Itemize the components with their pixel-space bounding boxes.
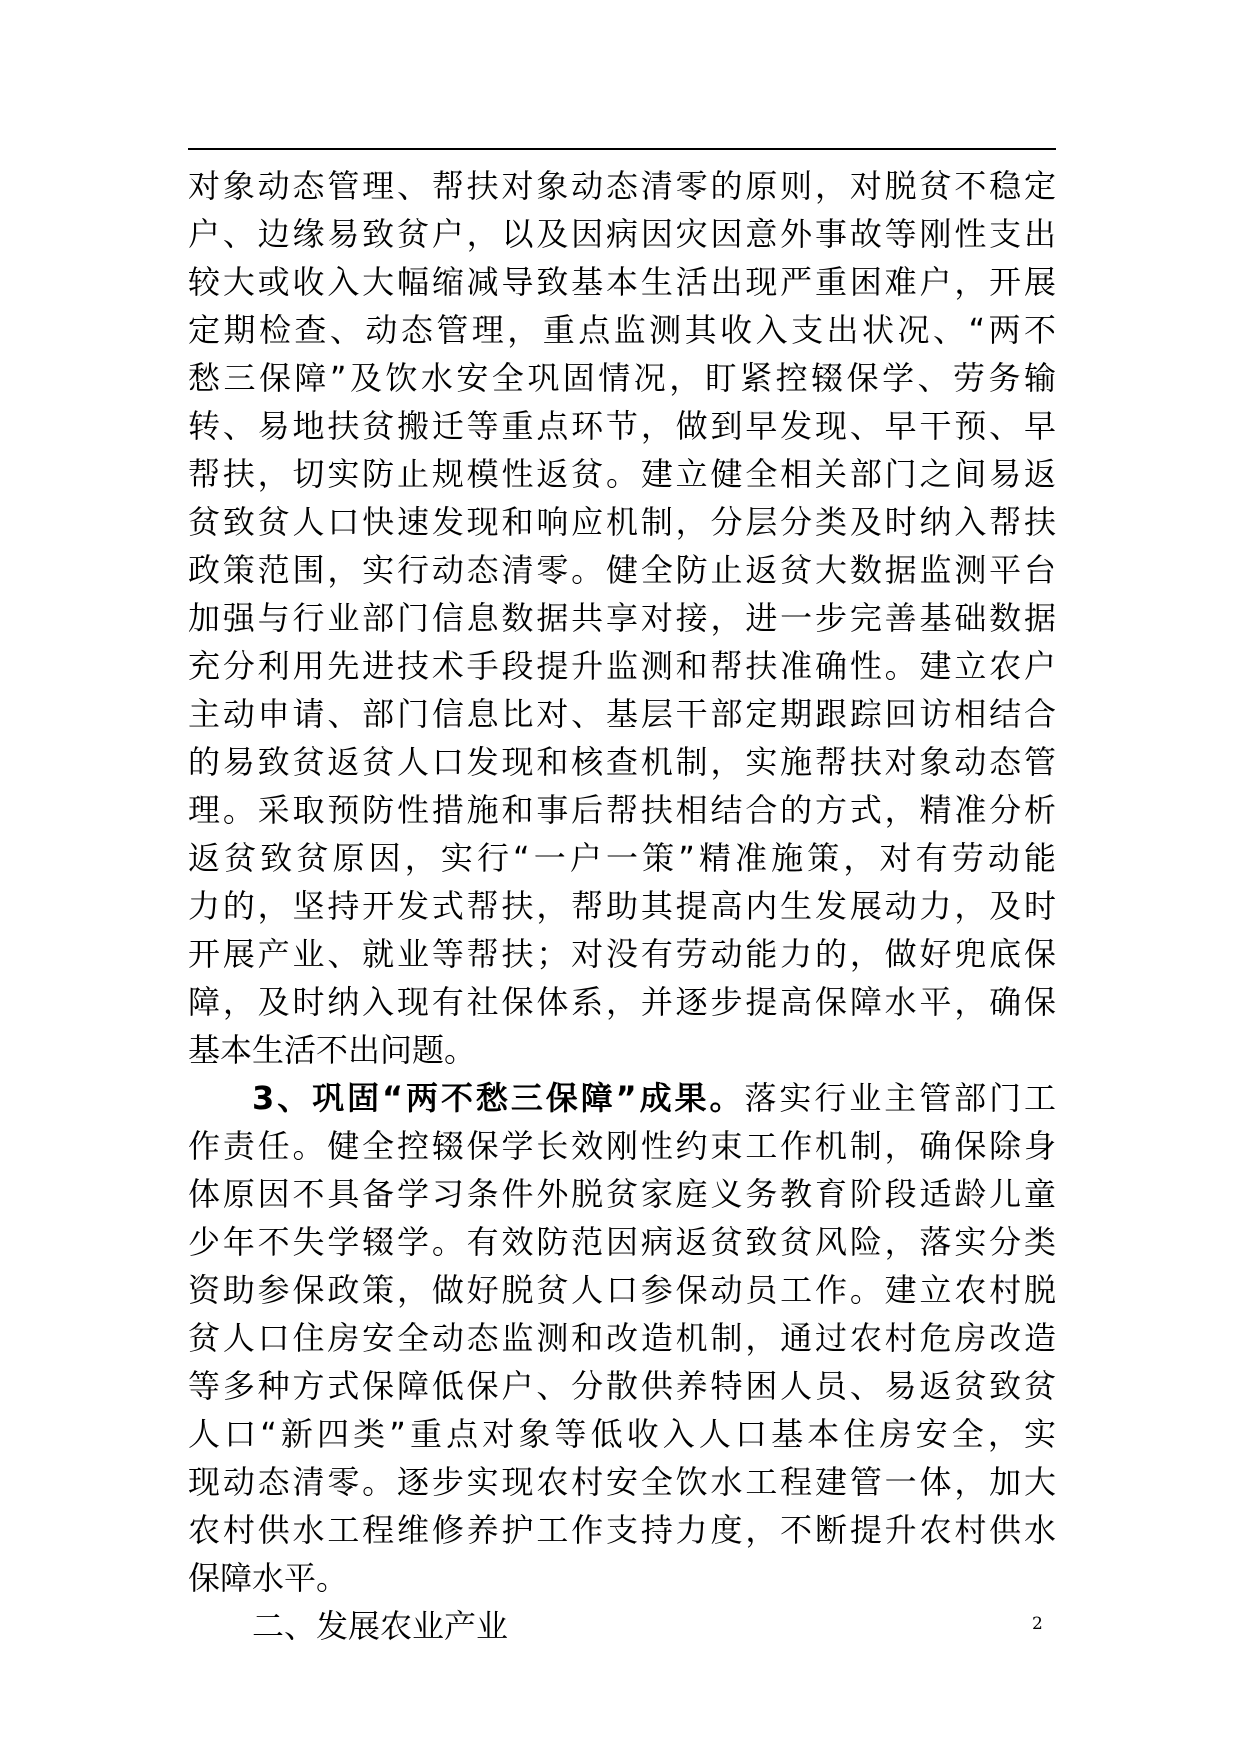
- paragraph-line: 现动态清零。逐步实现农村安全饮水工程建管一体，加大: [188, 1463, 1056, 1501]
- paragraph-line: 开展产业、就业等帮扶；对没有劳动能力的，做好兜底保: [188, 935, 1056, 973]
- paragraph-line: 体原因不具备学习条件外脱贫家庭义务教育阶段适龄儿童: [188, 1175, 1056, 1213]
- paragraph-line-rest: 落实行业主管部门工: [744, 1079, 1056, 1117]
- paragraph-first-line: [188, 1074, 1056, 1122]
- paragraph-line: 定期检查、动态管理，重点监测其收入支出状况、“两不: [188, 311, 1056, 349]
- paragraph-line: 作责任。健全控辍保学长效刚性约束工作机制，确保除身: [188, 1127, 1056, 1165]
- paragraph-line: 对象动态管理、帮扶对象动态清零的原则，对脱贫不稳定: [188, 167, 1056, 205]
- paragraph-line: 政策范围，实行动态清零。健全防止返贫大数据监测平台: [188, 551, 1056, 589]
- header-rule: [188, 148, 1056, 150]
- paragraph-line: 人口“新四类”重点对象等低收入人口基本住房安全，实: [188, 1415, 1056, 1453]
- paragraph-line: 充分利用先进技术手段提升监测和帮扶准确性。建立农户: [188, 647, 1056, 685]
- page-number: 2: [1032, 1614, 1043, 1634]
- section-heading: 二、发展农业产业: [252, 1607, 509, 1645]
- paragraph-line: 转、易地扶贫搬迁等重点环节，做到早发现、早干预、早: [188, 407, 1056, 445]
- paragraph-line: 加强与行业部门信息数据共享对接，进一步完善基础数据: [188, 599, 1056, 637]
- paragraph-line: 返贫致贫原因，实行“一户一策”精准施策，对有劳动能: [188, 839, 1056, 877]
- paragraph-line: 帮扶，切实防止规模性返贫。建立健全相关部门之间易返: [188, 455, 1056, 493]
- paragraph-line: 等多种方式保障低保户、分散供养特困人员、易返贫致贫: [188, 1367, 1056, 1405]
- paragraph-line: 保障水平。: [188, 1559, 349, 1597]
- paragraph-line: 的易致贫返贫人口发现和核查机制，实施帮扶对象动态管: [188, 743, 1056, 781]
- paragraph-line: 贫人口住房安全动态监测和改造机制，通过农村危房改造: [188, 1319, 1056, 1357]
- paragraph-line: 愁三保障”及饮水安全巩固情况，盯紧控辍保学、劳务输: [188, 359, 1056, 397]
- paragraph-line: 贫致贫人口快速发现和响应机制，分层分类及时纳入帮扶: [188, 503, 1056, 541]
- paragraph-line: 户、边缘易致贫户，以及因病因灾因意外事故等刚性支出: [188, 215, 1056, 253]
- paragraph-line: 障，及时纳入现有社保体系，并逐步提高保障水平，确保: [188, 983, 1056, 1021]
- paragraph-line: 力的，坚持开发式帮扶，帮助其提高内生发展动力，及时: [188, 887, 1056, 925]
- document-body: [188, 162, 1056, 1650]
- paragraph-line: 较大或收入大幅缩减导致基本生活出现严重困难户，开展: [188, 263, 1056, 301]
- paragraph-line: 资助参保政策，做好脱贫人口参保动员工作。建立农村脱: [188, 1271, 1056, 1309]
- paragraph-line: 少年不失学辍学。有效防范因病返贫致贫风险，落实分类: [188, 1223, 1056, 1261]
- subsection-heading: 3、巩固“两不愁三保障”成果。: [252, 1079, 745, 1117]
- paragraph-line: 主动申请、部门信息比对、基层干部定期跟踪回访相结合: [188, 695, 1056, 733]
- paragraph-line: 理。采取预防性措施和事后帮扶相结合的方式，精准分析: [188, 791, 1056, 829]
- paragraph-1: [188, 162, 1056, 1074]
- paragraph-line: 基本生活不出问题。: [188, 1031, 477, 1069]
- paragraph-line: 农村供水工程维修养护工作支持力度，不断提升农村供水: [188, 1511, 1056, 1549]
- paragraph-2: [188, 1074, 1056, 1602]
